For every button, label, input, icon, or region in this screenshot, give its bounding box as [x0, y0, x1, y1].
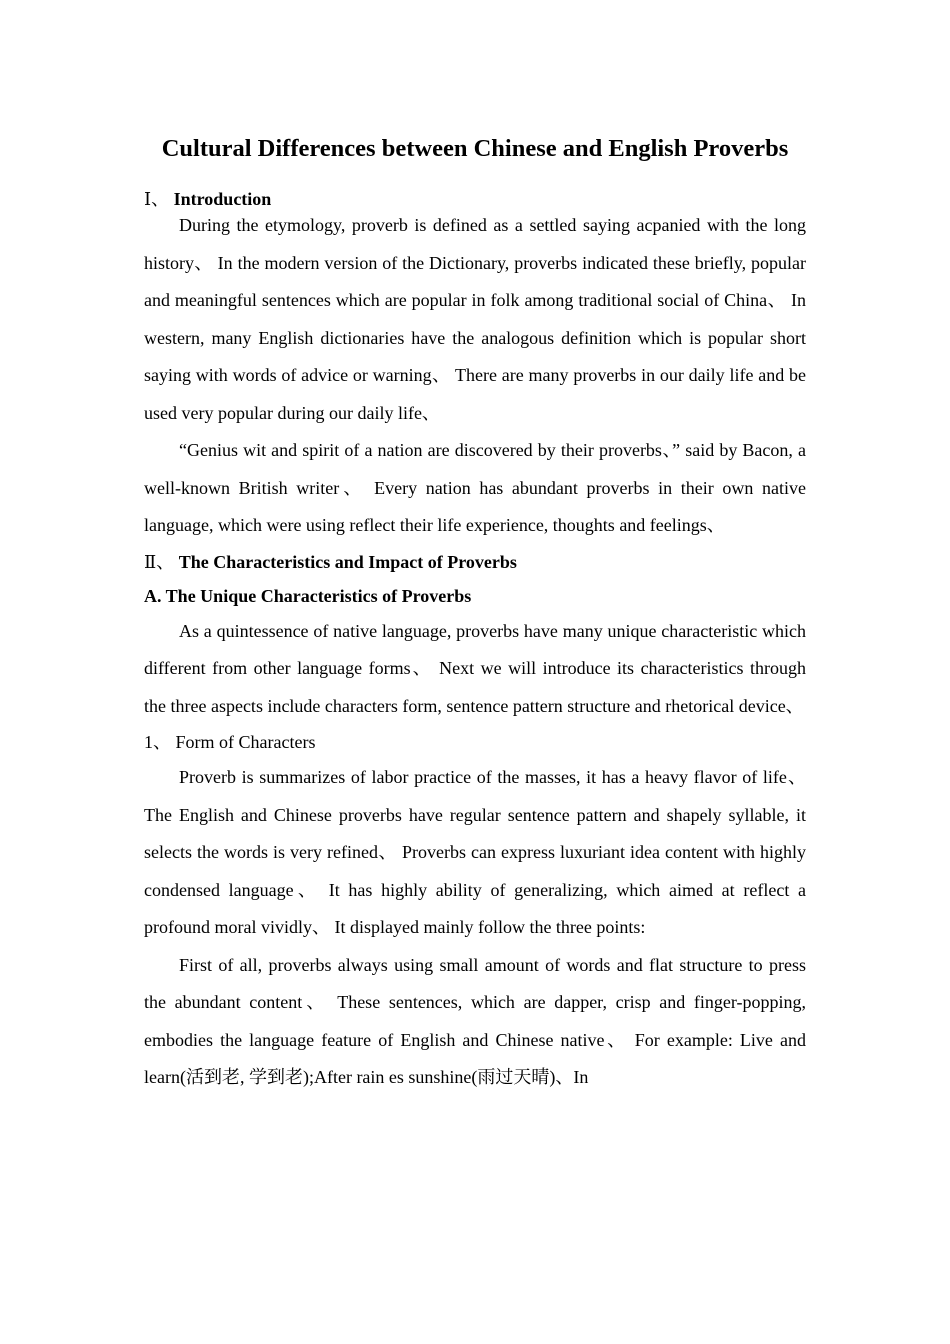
paragraph-intro-1: During the etymology, proverb is defined as a settled saying acpanied with the long history、 In the modern version of the Dictionary, proverbs indicated these briefly, popular and meaningful sentences which are popular in folk among traditional social of China、 In western, many English dictionaries have the analogous definition which is popular short saying with words of advice or warning、 There are many proverbs in our daily life and be used very popular during our daily life、: [144, 215, 806, 423]
paragraph-intro-2: “Genius wit and spirit of a nation are discovered by their proverbs、” said by Bacon, a well-known British writer、 Every nation has abundant proverbs in their own native language, which were using reflect their life experience, thoughts and feelings、: [144, 440, 806, 535]
section-number: Ⅰ、: [144, 189, 170, 209]
paragraph-item1-1: Proverb is summarizes of labor practice of the masses, it has a heavy flavor of life、 The English and Chinese proverbs have regular sentence pattern and shapely syllable, it selects the words is very refined、 Proverbs can express luxuriant idea content with highly condensed language、 It has highly ability of generalizing, which aimed at reflect a profound moral vividly、 It displayed mainly follow the three points:: [144, 767, 806, 937]
page-title: Cultural Differences between Chinese and English Proverbs: [161, 135, 789, 162]
document-body: [144, 187, 806, 1097]
section-title: The Characteristics and Impact of Proverbs: [178, 551, 517, 572]
item-heading-form-of-characters: 1、 Form of Characters: [144, 732, 316, 752]
section-title: Introduction: [173, 189, 272, 209]
subsection-heading-a: A. The Unique Characteristics of Proverbs: [144, 585, 472, 606]
section-number: Ⅱ、: [144, 551, 175, 572]
paragraph-subsection-a: As a quintessence of native language, proverbs have many unique characteristic which different from other language forms、 Next we will introduce its characteristics through the three aspects include characters form, sentence pattern structure and rhetorical device、: [144, 620, 806, 716]
paragraph-item1-2: First of all, proverbs always using small amount of words and flat structure to press the abundant content、 These sentences, which are dapper, crisp and finger-popping, embodies the language feature of English and Chinese native、 For example: Live and learn(活到老, 学到老);After rain es sunshine(雨过天晴)、In: [144, 954, 806, 1087]
section-heading-characteristics: [144, 545, 806, 579]
